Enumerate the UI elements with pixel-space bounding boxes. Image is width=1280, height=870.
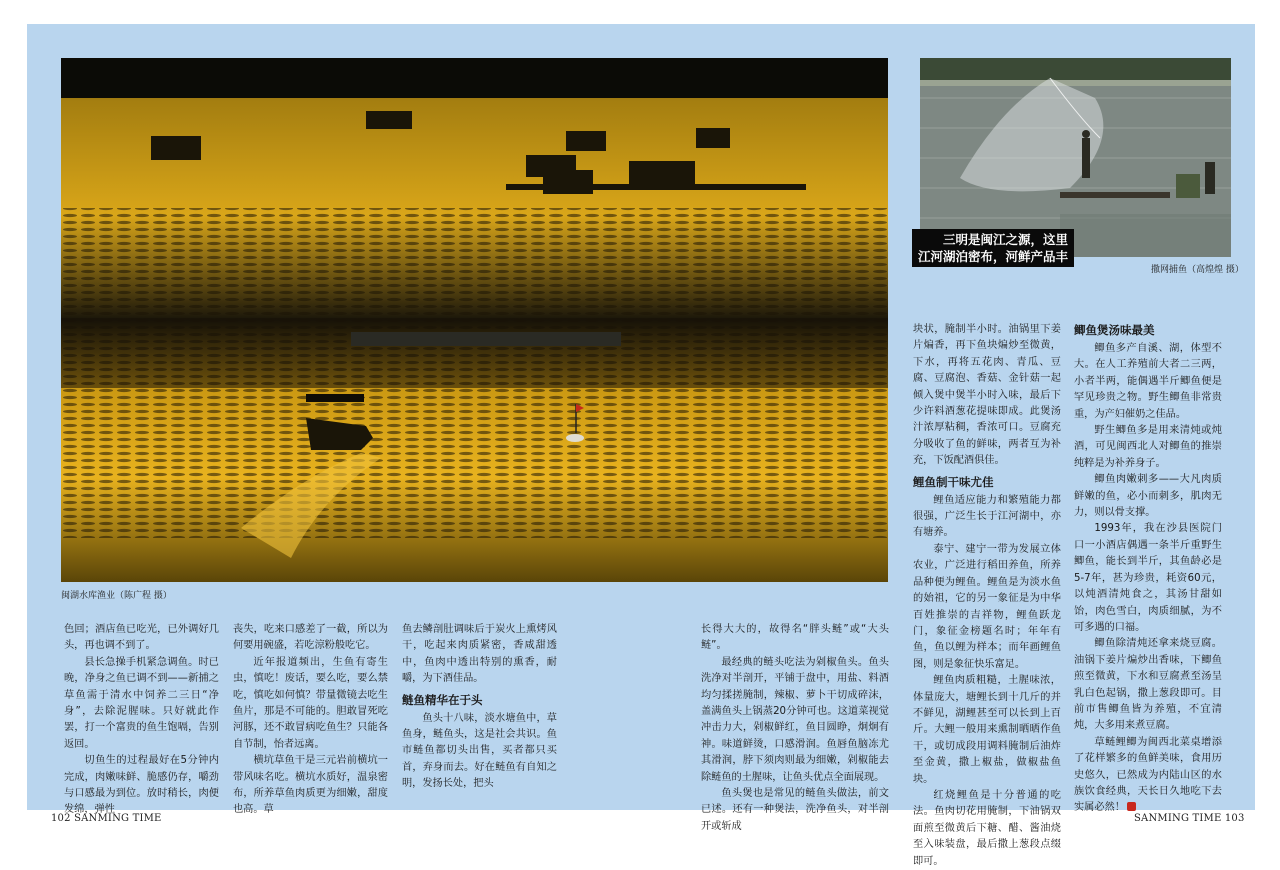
paragraph: 鲫鱼多产自溪、湖，体型不大。在人工养殖前大者二三两，小者半两，能偶遇半斤鲫鱼便是罕见珍贵之物。野生鲫鱼非常贵重，为产妇催奶之佳品。: [1074, 343, 1222, 420]
paragraph: 鲤鱼适应能力和繁殖能力都很强，广泛生长于江河湖中，亦有塘养。: [913, 494, 1061, 539]
text-column-5: [913, 322, 1061, 870]
headline-line-2: 江河湖泊密布，河鲜产品丰: [918, 249, 1069, 264]
paragraph: 鲫鱼肉嫩刺多——大凡肉质鲜嫩的鱼，必小而刺多，肌肉无力，则以骨支撑。: [1074, 474, 1222, 519]
folio-right: SANMING TIME 103: [1134, 813, 1245, 824]
paragraph: 横坑草鱼干是三元岩前横坑一带风味名吃。横坑水质好，温泉密布，所养草鱼肉质更为细嫩，甜度也高。草: [233, 755, 388, 816]
folio-left: 102 SANMING TIME: [51, 813, 162, 824]
section-heading-silver-carp: 鲢鱼精华在于头: [402, 692, 483, 707]
paragraph: 红烧鲤鱼是十分普通的吃法。鱼肉切花用腌制，下油锅双面煎至微黄后下糖、醋、酱油烧至入味装盘，最后撒上葱段点缀即可。: [913, 789, 1061, 867]
paragraph: 长得大大的，故得名“胖头鲢”或“大头鲢”。: [701, 624, 889, 652]
paragraph: 鱼头煲也是常见的鲢鱼头做法，前文已述。还有一种煲法，洗净鱼头，对半剖开或斩成: [701, 788, 889, 832]
paragraph: 鱼头十八味，淡水塘鱼中，草鱼身，鲢鱼头，这是社会共识。鱼市鲢鱼都切头出售，买者都只买首，弃身而去。好在鲢鱼有自知之明，发扬长处，把头: [402, 712, 557, 790]
paragraph: 鱼去鳞剖肚调味后于炭火上熏烤风干，吃起来肉质紧密，香咸甜透中，鱼肉中透出特别的熏香，耐嚼，为下酒佳品。: [402, 624, 557, 685]
paragraph: 丧失，吃来口感差了一截，所以为何要用碗盛，若吃涼粉般吃它。: [233, 624, 388, 652]
closing-text: 草鲢鲤鲫为闽西北菜桌增添了花样繁多的鱼鲜美味，食用历史悠久，已然成为内陆山区的水族饮食经典，天长日久地吃下去实属必然！: [1074, 736, 1222, 814]
text-column-1: [64, 622, 219, 819]
section-heading-crucian-carp: 鲫鱼煲汤味最美: [1074, 323, 1155, 337]
text-column-2: [233, 622, 388, 819]
paragraph: 块状，腌制半小时。油锅里下姜片煸香，再下鱼块煸炒至微黄，下水，再将五花肉、青瓜、豆腐、豆腐泡、香菇、金针菇一起倾入煲中煲半小时入味，最后下少许料酒葱花提味即成。此煲汤汁浓厚粘稠，香浓可口。豆腐充分吸收了鱼的鲜味，两者互为补充，下饭配酒俱佳。: [913, 324, 1061, 467]
text-column-4: [701, 622, 889, 835]
paragraph: 最经典的鲢头吃法为剁椒鱼头。鱼头洗净对半剖开，平铺于盘中，用盐、料酒均匀揉搓腌制，辣椒、萝卜干切成碎沫，盖满鱼头上锅蒸20分钟可也。这道菜视觉冲击力大，剁椒鲜红，鱼目圆睁，炯炯有神。味道鲜烫，口感滑润。鱼唇鱼脑冻尤其滑润，脖下须肉则最为细嫩，剁椒能去除鲢鱼的土腥味，让鱼头优点全面展现。: [701, 656, 889, 783]
paragraph: [1074, 735, 1222, 817]
headline-line-1: 三明是闽江之源，这里: [943, 232, 1069, 247]
paragraph: 鲤鱼肉质粗糙，土腥味浓，体量庞大，塘鲤长到十几斤的并不鲜见，湖鲤甚至可以长到上百斤。大鲤一般用来熏制晒晒作鱼干，或切成段用调料腌制后油炸至金黄，撒上椒盐，做椒盐鱼块。: [913, 675, 1061, 785]
section-heading-common-carp: 鲤鱼制干味尤佳: [913, 474, 994, 489]
paragraph: 县长急操手机紧急调鱼。时已晚，净身之鱼已调不到——新捕之草鱼需于清水中饲养二三日“净身”，去除泥腥味。只好就此作罢，打一个富贵的鱼生饱嗝，告别返回。: [64, 656, 219, 750]
text-column-3: [402, 622, 557, 793]
cast-net-fishing-photo: [920, 58, 1231, 257]
paragraph: 泰宁、建宁一带为发展立体农业，广泛进行稻田养鱼，所养品种便为鲤鱼。鲤鱼是为淡水鱼的始祖，它的另一象征是为中华百姓推崇的吉祥物，鲤鱼跃龙门，象征金榜题名时；年年有鱼，鱼以鲤为样本；而年画鲤鱼图，则是象征快乐富足。: [913, 543, 1061, 670]
text-column-6: [1074, 322, 1222, 817]
paragraph: 1993年，我在沙县医院门口一小酒店偶遇一条半斤重野生鲫鱼，能长到半斤，其鱼龄必是5-7年，甚为珍贵，耗资60元，以炖酒清炖食之，其汤甘甜如饴，肉色雪白，肉质细腻，为不可多遇的口福。: [1074, 523, 1222, 633]
paragraph: 切鱼生的过程最好在5分钟内完成，肉嫩味鲜、脆感仍存，嚼劲与口感最为到位。放时稍长，肉便发绵，弹性: [64, 755, 219, 816]
end-mark-icon: [1127, 802, 1136, 811]
paragraph: 野生鲫鱼多是用来清炖或炖酒，可见闽西北人对鲫鱼的推崇纯粹是为补养身子。: [1074, 425, 1222, 469]
pull-quote-headline: [912, 229, 1074, 267]
paragraph: 近年报道频出，生鱼有寄生虫，慎吃！废话，要么吃，要么禁吃，慎吃如何慎？带量微镜去吃生鱼片，那是不可能的。胆敢冒死吃河豚，还不敢冒病吃鱼生？只能各自节制，怡者远离。: [233, 656, 388, 750]
paragraph: 鲫鱼除清炖还拿来烧豆腐。油锅下姜片煸炒出香味，下鲫鱼煎至微黄，下水和豆腐煮至汤呈乳白色起锅，撒上葱段即可。目前市售鲫鱼皆为养殖，不宜清炖，大多用来煮豆腐。: [1074, 638, 1222, 732]
main-photo-caption: 闽湖水库渔业（陈广程 摄）: [61, 591, 172, 601]
reservoir-fishery-photo: [61, 58, 888, 582]
paragraph: 色回；酒店鱼已吃光，已外调好几头，再也调不到了。: [64, 624, 219, 652]
net-photo-caption: 撒网捕鱼（高煌煌 摄）: [1151, 265, 1244, 275]
